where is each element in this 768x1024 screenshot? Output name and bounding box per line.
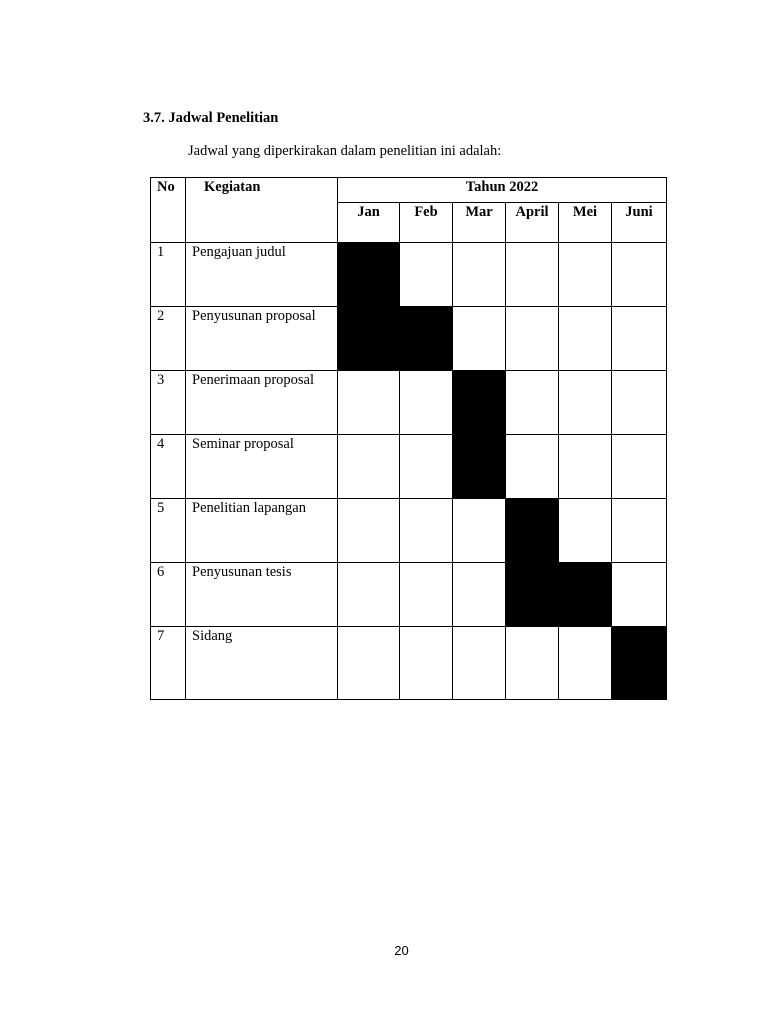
month-cell-scheduled: [400, 307, 453, 371]
month-cell: [453, 563, 506, 627]
month-cell: [559, 435, 612, 499]
month-cell: [506, 243, 559, 307]
month-cell: [400, 435, 453, 499]
row-activity: Penelitian lapangan: [186, 499, 338, 563]
header-month: Jan: [338, 203, 400, 243]
intro-paragraph: Jadwal yang diperkirakan dalam penelitian ini adalah:: [188, 143, 502, 159]
row-activity: Penerimaan proposal: [186, 371, 338, 435]
month-cell: [338, 627, 400, 700]
row-activity: Pengajuan judul: [186, 243, 338, 307]
month-cell-scheduled: [338, 307, 400, 371]
row-activity: Seminar proposal: [186, 435, 338, 499]
month-cell: [338, 371, 400, 435]
month-cell: [400, 243, 453, 307]
row-activity: Sidang: [186, 627, 338, 700]
table-row: [151, 243, 667, 307]
table-row: [151, 371, 667, 435]
table-row: [151, 307, 667, 371]
month-cell: [506, 371, 559, 435]
month-cell: [338, 563, 400, 627]
month-cell: [338, 435, 400, 499]
row-number: 6: [151, 563, 186, 627]
month-cell: [400, 499, 453, 563]
month-cell: [612, 243, 667, 307]
month-cell: [400, 371, 453, 435]
month-cell: [506, 627, 559, 700]
month-cell: [612, 499, 667, 563]
month-cell: [559, 371, 612, 435]
header-no: No: [151, 178, 186, 243]
month-cell: [453, 243, 506, 307]
month-cell: [506, 307, 559, 371]
row-number: 4: [151, 435, 186, 499]
month-cell: [453, 499, 506, 563]
month-cell-scheduled: [453, 371, 506, 435]
table-row: [151, 627, 667, 700]
month-cell: [400, 563, 453, 627]
header-month: Mei: [559, 203, 612, 243]
section-heading: 3.7. Jadwal Penelitian: [143, 110, 279, 126]
month-cell-scheduled: [506, 563, 559, 627]
header-month: Juni: [612, 203, 667, 243]
month-cell: [338, 499, 400, 563]
month-cell: [612, 371, 667, 435]
month-cell: [453, 627, 506, 700]
month-cell: [400, 627, 453, 700]
row-number: 3: [151, 371, 186, 435]
month-cell-scheduled: [338, 243, 400, 307]
header-month: April: [506, 203, 559, 243]
month-cell: [559, 499, 612, 563]
month-cell-scheduled: [506, 499, 559, 563]
header-month: Feb: [400, 203, 453, 243]
table-row: [151, 435, 667, 499]
row-number: 2: [151, 307, 186, 371]
month-cell: [612, 435, 667, 499]
month-cell: [612, 563, 667, 627]
month-cell-scheduled: [559, 563, 612, 627]
header-year: Tahun 2022: [338, 178, 667, 203]
row-activity: Penyusunan tesis: [186, 563, 338, 627]
table-row: [151, 563, 667, 627]
month-cell: [559, 627, 612, 700]
row-number: 1: [151, 243, 186, 307]
month-cell-scheduled: [612, 627, 667, 700]
month-cell: [612, 307, 667, 371]
page-number: 20: [394, 943, 409, 958]
header-activity: Kegiatan: [186, 178, 338, 243]
month-cell: [453, 307, 506, 371]
month-cell: [559, 243, 612, 307]
month-cell: [559, 307, 612, 371]
row-number: 7: [151, 627, 186, 700]
month-cell: [506, 435, 559, 499]
month-cell-scheduled: [453, 435, 506, 499]
schedule-table: [150, 177, 667, 700]
table-row: [151, 499, 667, 563]
header-month: Mar: [453, 203, 506, 243]
row-number: 5: [151, 499, 186, 563]
header-row-top: [151, 178, 667, 203]
row-activity: Penyusunan proposal: [186, 307, 338, 371]
